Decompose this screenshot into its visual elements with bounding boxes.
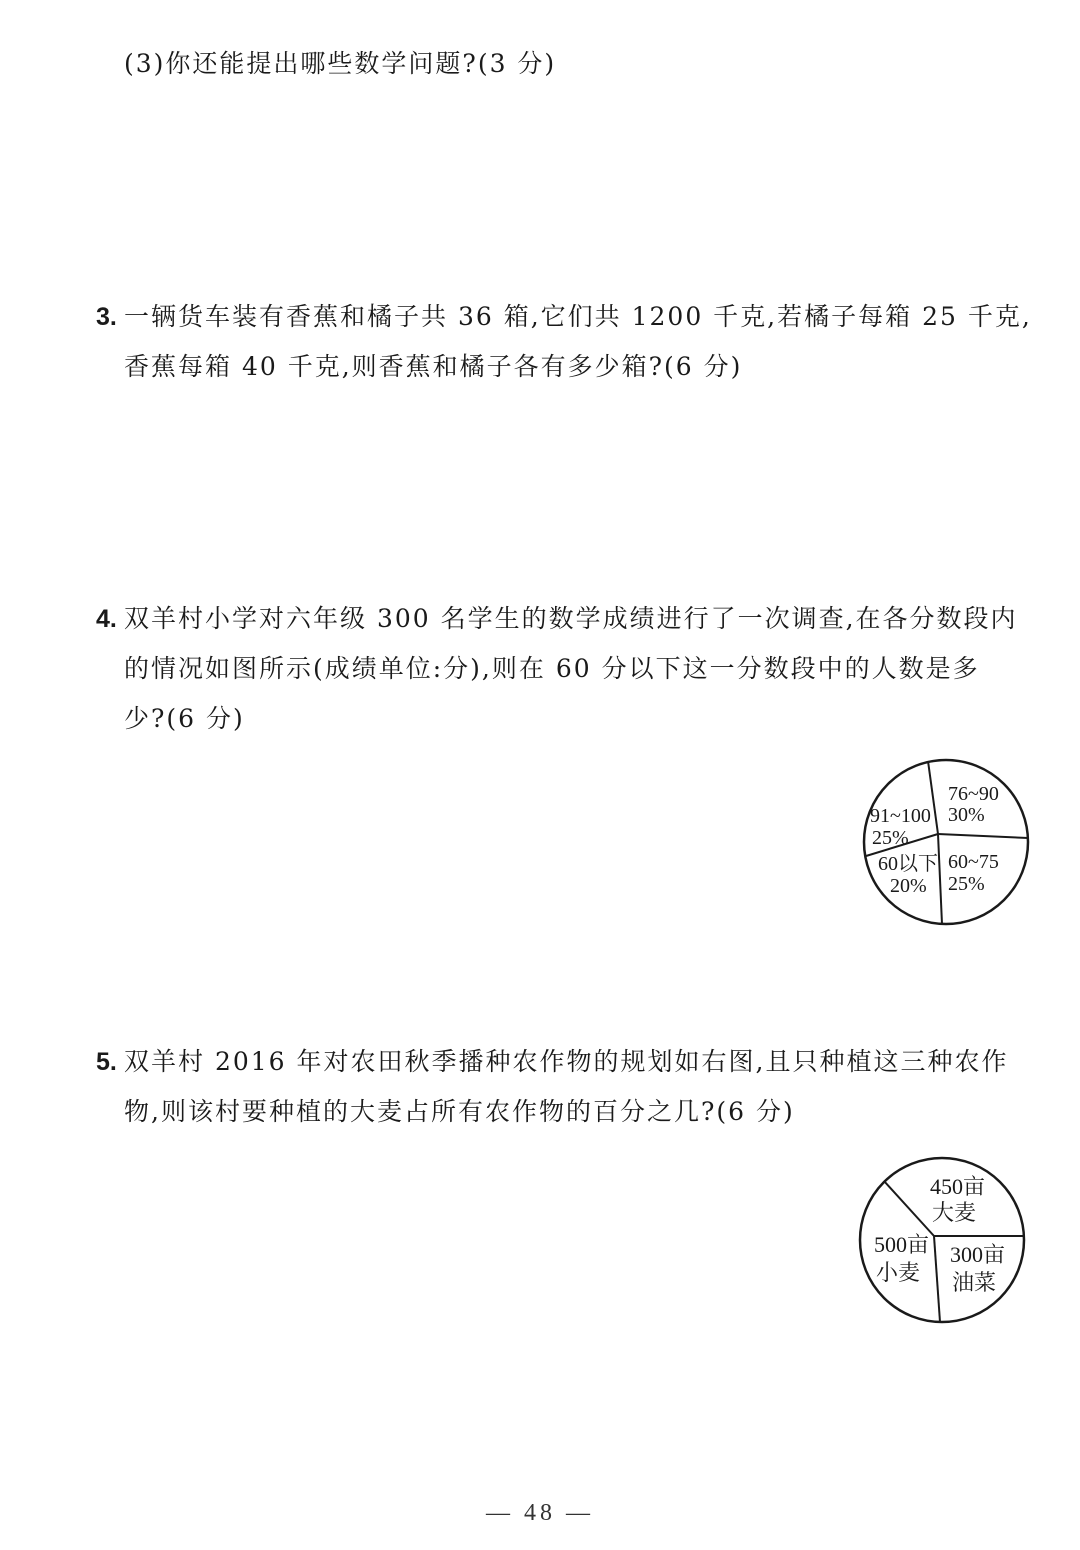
score-pie-label-60-75: 60~75	[948, 851, 999, 873]
score-pie-label-91-100: 91~100	[870, 805, 931, 827]
score-pie-divider-right	[938, 834, 1028, 838]
question-3-line-2: 香蕉每箱 40 千克,则香蕉和橘子各有多少箱?(6 分)	[124, 352, 743, 381]
score-pie-chart	[860, 756, 1032, 928]
crop-pie-value-barley: 450亩	[930, 1174, 986, 1199]
question-3-number: 3.	[96, 303, 117, 331]
score-pie-divider-bottom	[938, 834, 942, 924]
question-5-line-2: 物,则该村要种植的大麦占所有农作物的百分之几?(6 分)	[124, 1097, 795, 1126]
question-3-line-1: 一辆货车装有香蕉和橘子共 36 箱,它们共 1200 千克,若橘子每箱 25 千克,	[124, 302, 1032, 331]
footer-dash-left: —	[486, 1500, 514, 1526]
page-footer	[0, 1500, 1080, 1527]
question-4-line-3: 少?(6 分)	[124, 704, 245, 733]
page-number: 48	[524, 1500, 556, 1526]
crop-pie-divider-bottom	[934, 1236, 940, 1322]
footer-dash-right: —	[566, 1500, 594, 1526]
crop-pie-label-barley: 大麦	[932, 1200, 977, 1225]
score-pie-value-60-75: 25%	[948, 873, 985, 895]
crop-pie-value-wheat: 500亩	[874, 1232, 930, 1257]
question-4-line-1: 双羊村小学对六年级 300 名学生的数学成绩进行了一次调查,在各分数段内	[124, 604, 1018, 633]
crop-pie-label-rapeseed: 油菜	[952, 1270, 997, 1295]
question-5-number: 5.	[96, 1048, 117, 1076]
crop-pie-divider-top	[884, 1181, 934, 1236]
crop-pie-chart	[856, 1154, 1028, 1326]
sub-question-3-text: (3)你还能提出哪些数学问题?(3 分)	[124, 49, 557, 78]
score-pie-value-76-90: 30%	[948, 804, 985, 826]
score-pie-value-below-60: 20%	[890, 875, 927, 897]
question-5-line-1: 双羊村 2016 年对农田秋季播种农作物的规划如右图,且只种植这三种农作	[124, 1047, 1009, 1076]
crop-pie-value-rapeseed: 300亩	[950, 1242, 1006, 1267]
score-pie-label-below-60: 60以下	[878, 853, 938, 875]
score-pie-label-76-90: 76~90	[948, 783, 999, 805]
score-pie-value-91-100: 25%	[872, 827, 909, 849]
question-4-line-2: 的情况如图所示(成绩单位:分),则在 60 分以下这一分数段中的人数是多	[124, 654, 980, 683]
question-4-number: 4.	[96, 605, 117, 633]
crop-pie-label-wheat: 小麦	[876, 1260, 921, 1285]
